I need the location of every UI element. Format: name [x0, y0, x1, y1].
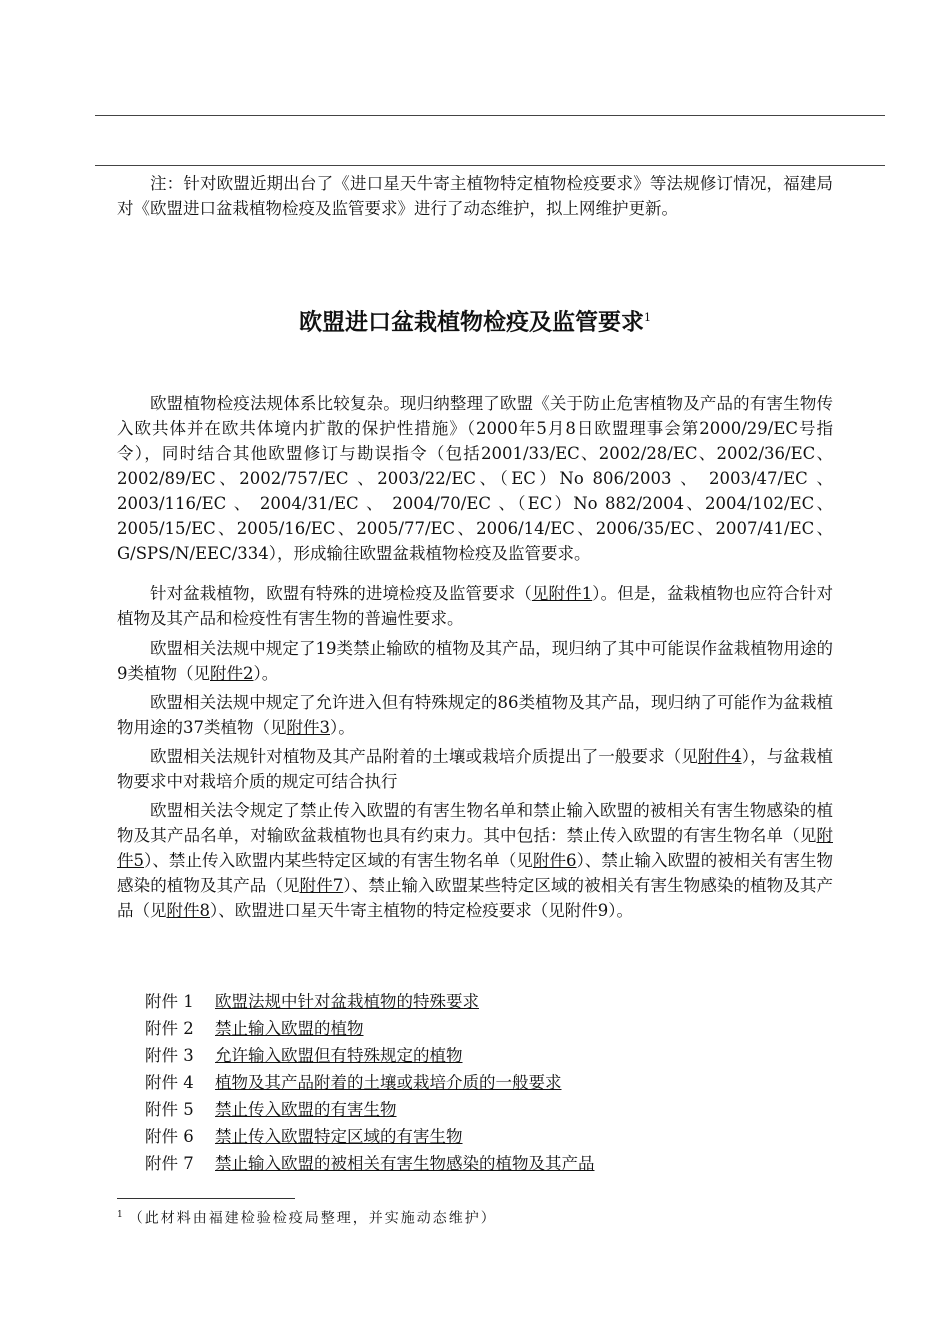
attachment-item[interactable] [145, 1042, 845, 1069]
attachment-label: 附件 1 [145, 992, 194, 1011]
footnote-mark: 1 [117, 1210, 123, 1220]
document-title [0, 302, 950, 339]
attachment-8-link[interactable]: 附件8 [166, 901, 210, 920]
attachment-label: 附件 7 [145, 1154, 194, 1173]
p3-text-b: ）。 [330, 718, 355, 737]
paragraph-special-rules-plants [117, 690, 833, 740]
attachment-title-link[interactable]: 禁止输入欧盟的植物 [215, 1019, 364, 1038]
attachment-title-link[interactable]: 禁止传入欧盟的有害生物 [215, 1100, 397, 1119]
attachment-7-link[interactable]: 附件7 [299, 876, 344, 895]
title-text: 欧盟进口盆栽植物检疫及监管要求 [299, 309, 644, 336]
header-rule-top [95, 115, 885, 116]
attachment-6-link[interactable]: 附件6 [532, 851, 577, 870]
attachment-3-link[interactable]: 附件3 [286, 718, 330, 737]
attachment-list [145, 988, 845, 1177]
p3-text-a: 欧盟相关法规中规定了允许进入但有特殊规定的86类植物及其产品，现归纳了可能作为盆栽植物用途的37类植物（见 [117, 693, 833, 737]
header-rule-bottom [95, 165, 885, 166]
paragraph-pest-lists [117, 798, 833, 923]
attachment-item[interactable] [145, 1069, 845, 1096]
attachment-item[interactable] [145, 1096, 845, 1123]
attachment-5-link[interactable]: 附件5 [117, 826, 833, 870]
p4-text-b: ），与盆栽植物要求中对栽培介质的规定可结合执行 [117, 747, 834, 791]
intro-paragraph: 欧盟植物检疫法规体系比较复杂。现归纳整理了欧盟《关于防止危害植物及产品的有害生物传入欧共体并在欧共体境内扩散的保护性措施》（2000年5月8日欧盟理事会第2000/29/EC号指令），同时结合其他欧盟修订与勘误指令（包括2001/33/EC、2002/28/EC、2002/36/EC、2002/89/EC、2002/757/EC 、2003/22/EC、（EC）No 806/2003 、 2003/47/EC 、 2003/116/EC 、 2004/31/EC 、 2004/70/EC 、（EC）No 882/2004、2004/102/EC、2005/15/EC、2005/16/EC、2005/77/EC、2006/14/EC、2006/35/EC、2007/41/EC、G/SPS/N/EEC/334），形成输往欧盟盆栽植物检疫及监管要求。 [117, 394, 833, 563]
attachment-title-link[interactable]: 欧盟法规中针对盆栽植物的特殊要求 [215, 992, 479, 1011]
attachment-title-link[interactable]: 植物及其产品附着的土壤或栽培介质的一般要求 [215, 1073, 562, 1092]
attachment-4-link[interactable]: 附件4 [697, 747, 742, 766]
attachment-item[interactable] [145, 1150, 845, 1177]
attachment-label: 附件 5 [145, 1100, 194, 1119]
footnote-separator [117, 1198, 295, 1199]
attachment-label: 附件 6 [145, 1127, 194, 1146]
attachment-item[interactable] [145, 988, 845, 1015]
paragraph-soil-media [117, 744, 833, 794]
footnote [117, 1204, 497, 1230]
attachment-2-link[interactable]: 附件2 [210, 664, 254, 683]
footnote-text: （此材料由福建检验检疫局整理，并实施动态维护） [128, 1210, 497, 1227]
p5-text-a: 欧盟相关法令规定了禁止传入欧盟的有害生物名单和禁止输入欧盟的被相关有害生物感染的植物及其产品名单，对输欧盆栽植物也具有约束力。其中包括：禁止传入欧盟的有害生物名单（见 [117, 801, 833, 845]
paragraph-special-requirements [117, 581, 833, 631]
p2-text-b: ）。 [253, 664, 279, 683]
attachment-title-link[interactable]: 允许输入欧盟但有特殊规定的植物 [215, 1046, 463, 1065]
attachment-title-link[interactable]: 禁止传入欧盟特定区域的有害生物 [215, 1127, 463, 1146]
attachment-title-link[interactable]: 禁止输入欧盟的被相关有害生物感染的植物及其产品 [215, 1154, 595, 1173]
attachment-label: 附件 4 [145, 1073, 194, 1092]
attachment-item[interactable] [145, 1015, 845, 1042]
p4-text-a: 欧盟相关法规针对植物及其产品附着的土壤或栽培介质提出了一般要求（见 [150, 747, 698, 766]
p1-text-a: 针对盆栽植物，欧盟有特殊的进境检疫及监管要求（ [150, 584, 532, 603]
paragraph-prohibited-plants [117, 636, 833, 686]
p1-text-b: ）。但是，盆栽植物也应符合针对植物及其产品和检疫性有害生物的普遍性要求。 [117, 584, 834, 628]
p2-text-a: 欧盟相关法规中规定了19类禁止输欧的植物及其产品，现归纳了其中可能误作盆栽植物用途的9类植物（见 [117, 639, 833, 683]
attachment-label: 附件 2 [145, 1019, 194, 1038]
p5-text-e: ）、欧盟进口星天牛寄主植物的特定检疫要求（见附件9）。 [210, 901, 633, 920]
p5-text-b: ）、禁止传入欧盟内某些特定区域的有害生物名单（见 [144, 851, 533, 870]
p5-text-d: ）、禁止输入欧盟某些特定区域的被相关有害生物感染的植物及其产品（见 [117, 876, 834, 920]
update-note: 注：针对欧盟近期出台了《进口星天牛寄主植物特定植物检疫要求》等法规修订情况，福建局对《欧盟进口盆栽植物检疫及监管要求》进行了动态维护，拟上网维护更新。 [117, 174, 833, 218]
attachment-1-link[interactable]: 见附件1 [531, 584, 593, 603]
title-footnote-mark: 1 [644, 311, 651, 324]
attachment-label: 附件 3 [145, 1046, 194, 1065]
attachment-item[interactable] [145, 1123, 845, 1150]
p5-text-c: ）、禁止输入欧盟的被相关有害生物感染的植物及其产品（见 [117, 851, 834, 895]
